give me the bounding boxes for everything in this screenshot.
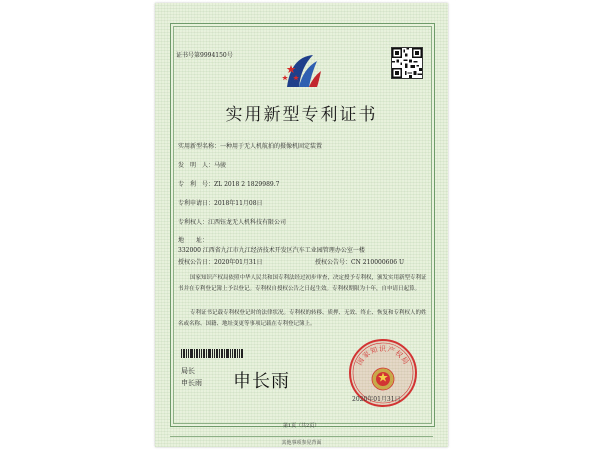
field-utility-model-name: 实用新型名称：一种用于无人机航拍的摄像机固定装置: [178, 143, 323, 150]
director-name-label: 申长雨: [181, 379, 202, 387]
certificate-number: 证书号第9994150号: [176, 52, 233, 59]
cnipa-logo-icon: [279, 47, 325, 93]
field-patent-number: 专 利 号：ZL 2018 2 1829989.7: [178, 181, 280, 188]
field-application-date: 专利申请日：2018年11月08日: [178, 200, 263, 207]
seal-date: 2020年01月31日: [352, 396, 401, 403]
field-inventor: 发 明 人：马骏: [178, 162, 227, 169]
grant-statement: 国家知识产权局依照中华人民共和国专利法经过初步审查，决定授予专利权，颁发实用新型专利证书并在专利登记簿上予以登记。专利权自授权公告之日起生效。专利权期限为十年，自申请日起算。: [178, 275, 427, 292]
page-indicator: 第1页（共2页）: [283, 423, 320, 429]
field-address: 地 址：332000 江西省九江市九江经济技术开发区汽车工业园管理办公室一楼: [178, 237, 365, 254]
qr-code-icon: [391, 47, 423, 79]
svg-text:国家知识产权局: 国家知识产权局: [355, 345, 411, 367]
footer-divider: [170, 436, 433, 437]
director-title: 局长: [181, 367, 195, 375]
field-grant-date: 授权公告日：2020年01月31日: [178, 259, 263, 266]
legal-status-statement: 专利证书记载专利权登记时的法律状况。专利权的转移、质押、无效、终止、恢复和专利权人的姓名或名称、国籍、地址变更等事项记载在专利登记簿上。: [178, 310, 427, 327]
field-grant-number: 授权公告号：CN 210000606 U: [315, 259, 405, 266]
barcode-icon: [181, 343, 243, 352]
patent-certificate: [155, 3, 448, 447]
certificate-title: 实用新型专利证书: [225, 105, 378, 125]
field-patentee: 专利权人：江西钰龙无人机科技有限公司: [178, 219, 287, 226]
director-signature: 申长雨: [233, 371, 290, 392]
footer-note: 其他事项参见背面: [281, 440, 322, 446]
